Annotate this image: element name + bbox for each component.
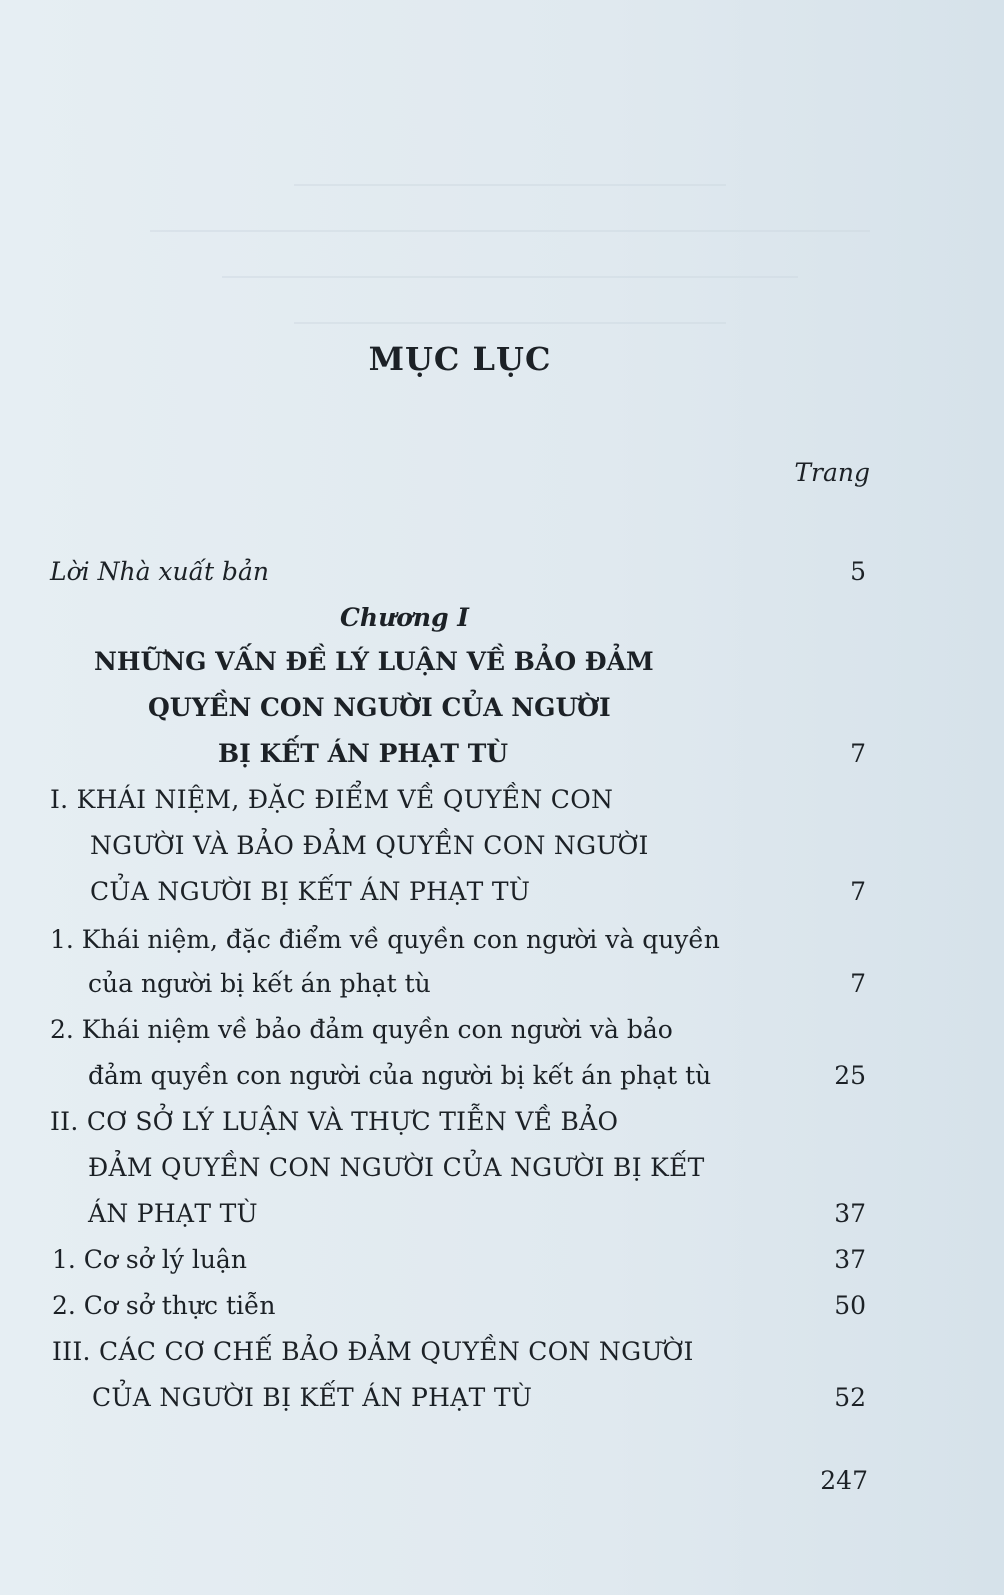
- toc-page-section-2-1: 37: [834, 1245, 866, 1274]
- toc-page-section-1: 7: [850, 877, 866, 906]
- chapter-title-line[interactable]: NHỮNG VẤN ĐỀ LÝ LUẬN VỀ BẢO ĐẢM: [94, 647, 654, 676]
- toc-title: MỤC LỤC: [368, 340, 552, 378]
- toc-page-preface: 5: [850, 557, 866, 586]
- toc-entry-preface[interactable]: Lời Nhà xuất bản: [50, 557, 269, 586]
- chapter-title-line[interactable]: QUYỀN CON NGƯỜI CỦA NGƯỜI: [148, 693, 611, 722]
- chapter-title-line[interactable]: BỊ KẾT ÁN PHẠT TÙ: [218, 739, 509, 768]
- toc-page-section-1-2: 25: [834, 1061, 866, 1090]
- toc-entry-section-1[interactable]: CỦA NGƯỜI BỊ KẾT ÁN PHẠT TÙ: [90, 877, 531, 906]
- toc-entry-section-1[interactable]: NGƯỜI VÀ BẢO ĐẢM QUYỀN CON NGƯỜI: [90, 831, 649, 860]
- toc-page-section-2-2: 50: [834, 1291, 866, 1320]
- toc-entry-section-1-1[interactable]: của người bị kết án phạt tù: [88, 969, 431, 998]
- toc-entry-section-2-2[interactable]: 2. Cơ sở thực tiễn: [52, 1291, 276, 1320]
- toc-entry-section-1-1[interactable]: 1. Khái niệm, đặc điểm về quyền con người và quyền: [50, 925, 720, 954]
- chapter-label: Chương I: [340, 603, 469, 632]
- toc-page-section-2: 37: [834, 1199, 866, 1228]
- toc-entry-section-3[interactable]: CỦA NGƯỜI BỊ KẾT ÁN PHẠT TÙ: [92, 1383, 533, 1412]
- toc-page-section-3: 52: [834, 1383, 866, 1412]
- toc-entry-section-1-2[interactable]: đảm quyền con người của người bị kết án phạt tù: [88, 1061, 712, 1090]
- toc-entry-section-1-2[interactable]: 2. Khái niệm về bảo đảm quyền con người và bảo: [50, 1015, 673, 1044]
- toc-entry-section-2[interactable]: II. CƠ SỞ LÝ LUẬN VÀ THỰC TIỄN VỀ BẢO: [50, 1107, 619, 1136]
- page-column-label: Trang: [794, 458, 870, 487]
- page-number: 247: [820, 1466, 868, 1495]
- toc-entry-section-3[interactable]: III. CÁC CƠ CHẾ BẢO ĐẢM QUYỀN CON NGƯỜI: [52, 1337, 694, 1366]
- show-through-texture: [150, 140, 870, 324]
- toc-page-section-1-1: 7: [850, 969, 866, 998]
- toc-entry-section-1[interactable]: I. KHÁI NIỆM, ĐẶC ĐIỂM VỀ QUYỀN CON: [50, 785, 614, 814]
- toc-entry-section-2-1[interactable]: 1. Cơ sở lý luận: [52, 1245, 247, 1274]
- toc-page-chapter: 7: [850, 739, 866, 768]
- toc-entry-section-2[interactable]: ÁN PHẠT TÙ: [88, 1199, 258, 1228]
- toc-entry-section-2[interactable]: ĐẢM QUYỀN CON NGƯỜI CỦA NGƯỜI BỊ KẾT: [88, 1153, 705, 1182]
